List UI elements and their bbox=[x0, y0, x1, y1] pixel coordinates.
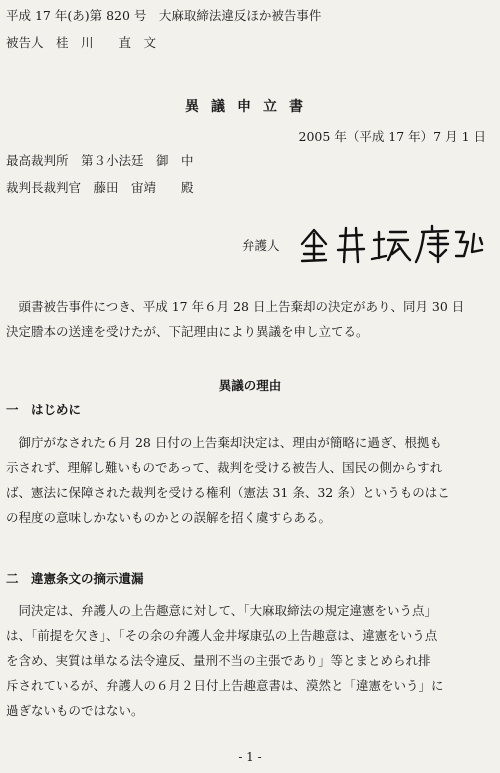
section-2-body bbox=[6, 598, 444, 723]
section-2-heading: 二 違憲条文の摘示遺漏 bbox=[6, 571, 144, 586]
section-2-line: 斥されているが、弁護人の６月２日付上告趣意書は、漠然と「違憲をいう」に bbox=[6, 678, 444, 693]
section-1-heading: 一 はじめに bbox=[6, 402, 82, 417]
section-2-line: は、「前提を欠き」、「その余の弁護人金井塚康弘の上告趣意は、違憲をいう点 bbox=[6, 628, 438, 643]
section-2-line: を含め、実質は単なる法令違反、量刑不当の主張であり」等とまとめられ排 bbox=[6, 653, 431, 668]
section-2-line: 同決定は、弁護人の上告趣意に対して、「大麻取締法の規定違憲をいう点」 bbox=[6, 603, 438, 618]
page-number: - 1 - bbox=[238, 750, 262, 764]
reasons-heading: 異議の理由 bbox=[218, 378, 282, 393]
section-1-body bbox=[6, 430, 450, 530]
document-date: 2005 年（平成 17 年）7 月 1 日 bbox=[298, 129, 486, 144]
section-1-line: 御庁がなされた６月 28 日付の上告棄却決定は、理由が簡略に過ぎ、根拠も bbox=[6, 435, 442, 450]
case-number-line: 平成 17 年(あ)第 820 号 大麻取締法違反ほか被告事件 bbox=[6, 8, 322, 23]
section-1-line: の程度の意味しかないものかとの誤解を招く虞すらある。 bbox=[6, 510, 332, 525]
section-2-line: 過ぎないものではない。 bbox=[6, 703, 144, 718]
section-1-line: 示されず、理解し難いものであって、裁判を受ける被告人、国民の側からすれ bbox=[6, 460, 443, 475]
addressee-court: 最高裁判所 第３小法廷 御 中 bbox=[6, 153, 194, 168]
handwritten-signature bbox=[296, 222, 486, 266]
section-1-line: ば、憲法に保障された裁判を受ける権利（憲法 31 条、32 条）というものはこ bbox=[6, 485, 450, 500]
addressee-judge: 裁判長裁判官 藤田 宙靖 殿 bbox=[6, 180, 194, 195]
intro-line-1: 頭書被告事件につき、平成 17 年６月 28 日上告棄却の決定があり、同月 30 日 bbox=[6, 299, 465, 314]
document-title: 異議申立書 bbox=[185, 99, 315, 115]
attorney-label: 弁護人 bbox=[242, 238, 280, 253]
intro-paragraph bbox=[6, 294, 464, 344]
intro-line-2: 決定謄本の送達を受けたが、下記理由により異議を申し立てる。 bbox=[6, 324, 369, 339]
defendant-line: 被告人 桂 川 直 文 bbox=[6, 35, 157, 50]
